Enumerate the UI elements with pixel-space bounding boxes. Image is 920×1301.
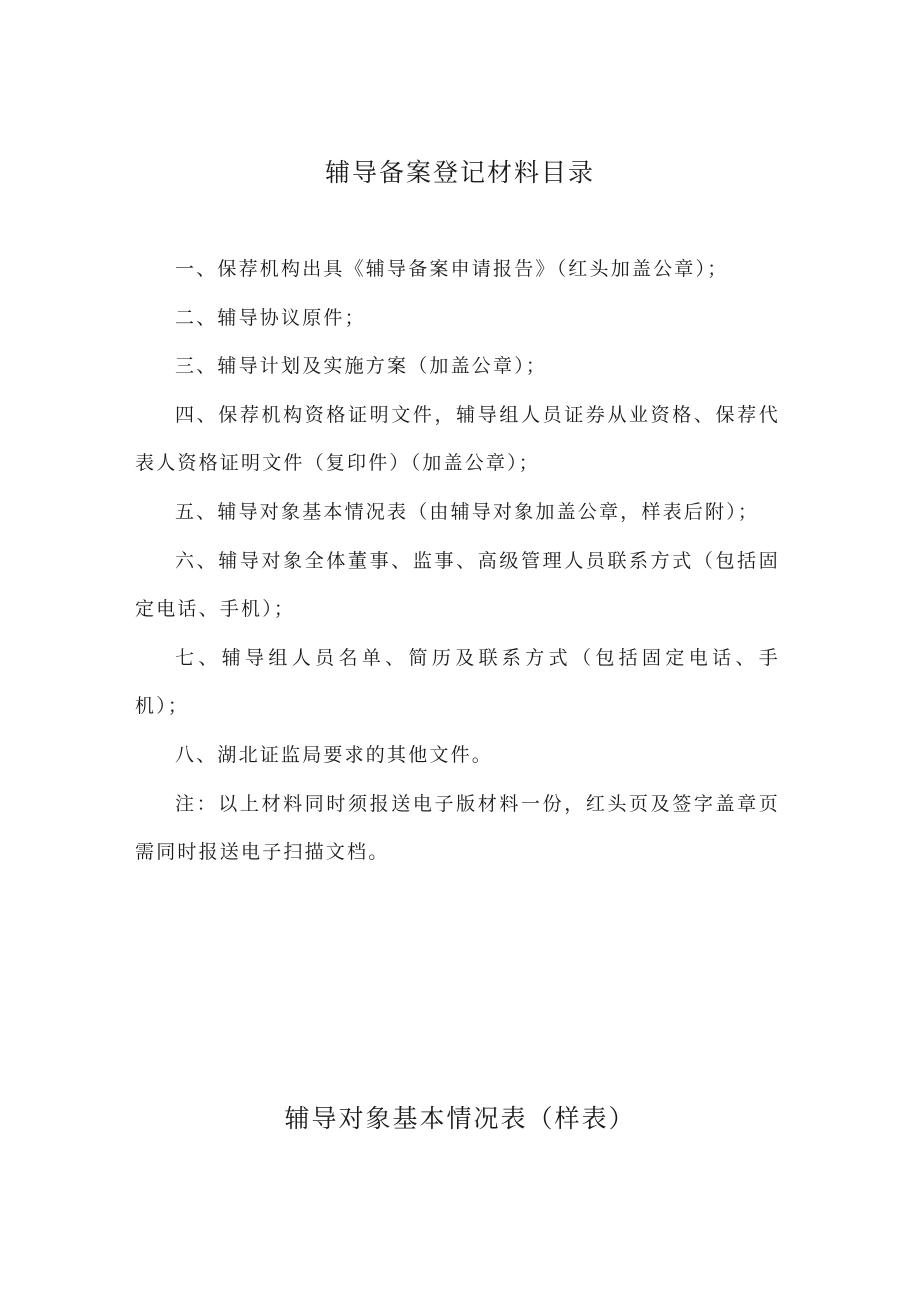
document-title: 辅导备案登记材料目录 — [324, 158, 595, 187]
list-item: 一、保荐机构出具《辅导备案申请报告》（红头加盖公章）； — [175, 258, 729, 280]
note-paragraph: 注：以上材料同时须报送电子版材料一份，红头页及签字盖章页需同时报送电子扫描文档。 — [135, 792, 780, 864]
materials-list — [135, 245, 780, 877]
list-item: 八、湖北证监局要求的其他文件。 — [175, 743, 494, 766]
list-item: 五、辅导对象基本情况表（由辅导对象加盖公章，样表后附）； — [175, 500, 760, 523]
list-item: 六、辅导对象全体董事、监事、高级管理人员联系方式（包括固定电话、手机）； — [135, 549, 780, 621]
list-item: 三、辅导计划及实施方案（加盖公章）； — [175, 355, 548, 378]
sample-table-title: 辅导对象基本情况表（样表） — [284, 1104, 636, 1133]
list-item: 四、保荐机构资格证明文件，辅导组人员证券从业资格、保荐代表人资格证明文件（复印件）（加盖公章）； — [135, 403, 780, 475]
list-item: 七、辅导组人员名单、简历及联系方式（包括固定电话、手机）； — [135, 646, 780, 718]
list-item: 二、辅导协议原件； — [175, 306, 366, 329]
